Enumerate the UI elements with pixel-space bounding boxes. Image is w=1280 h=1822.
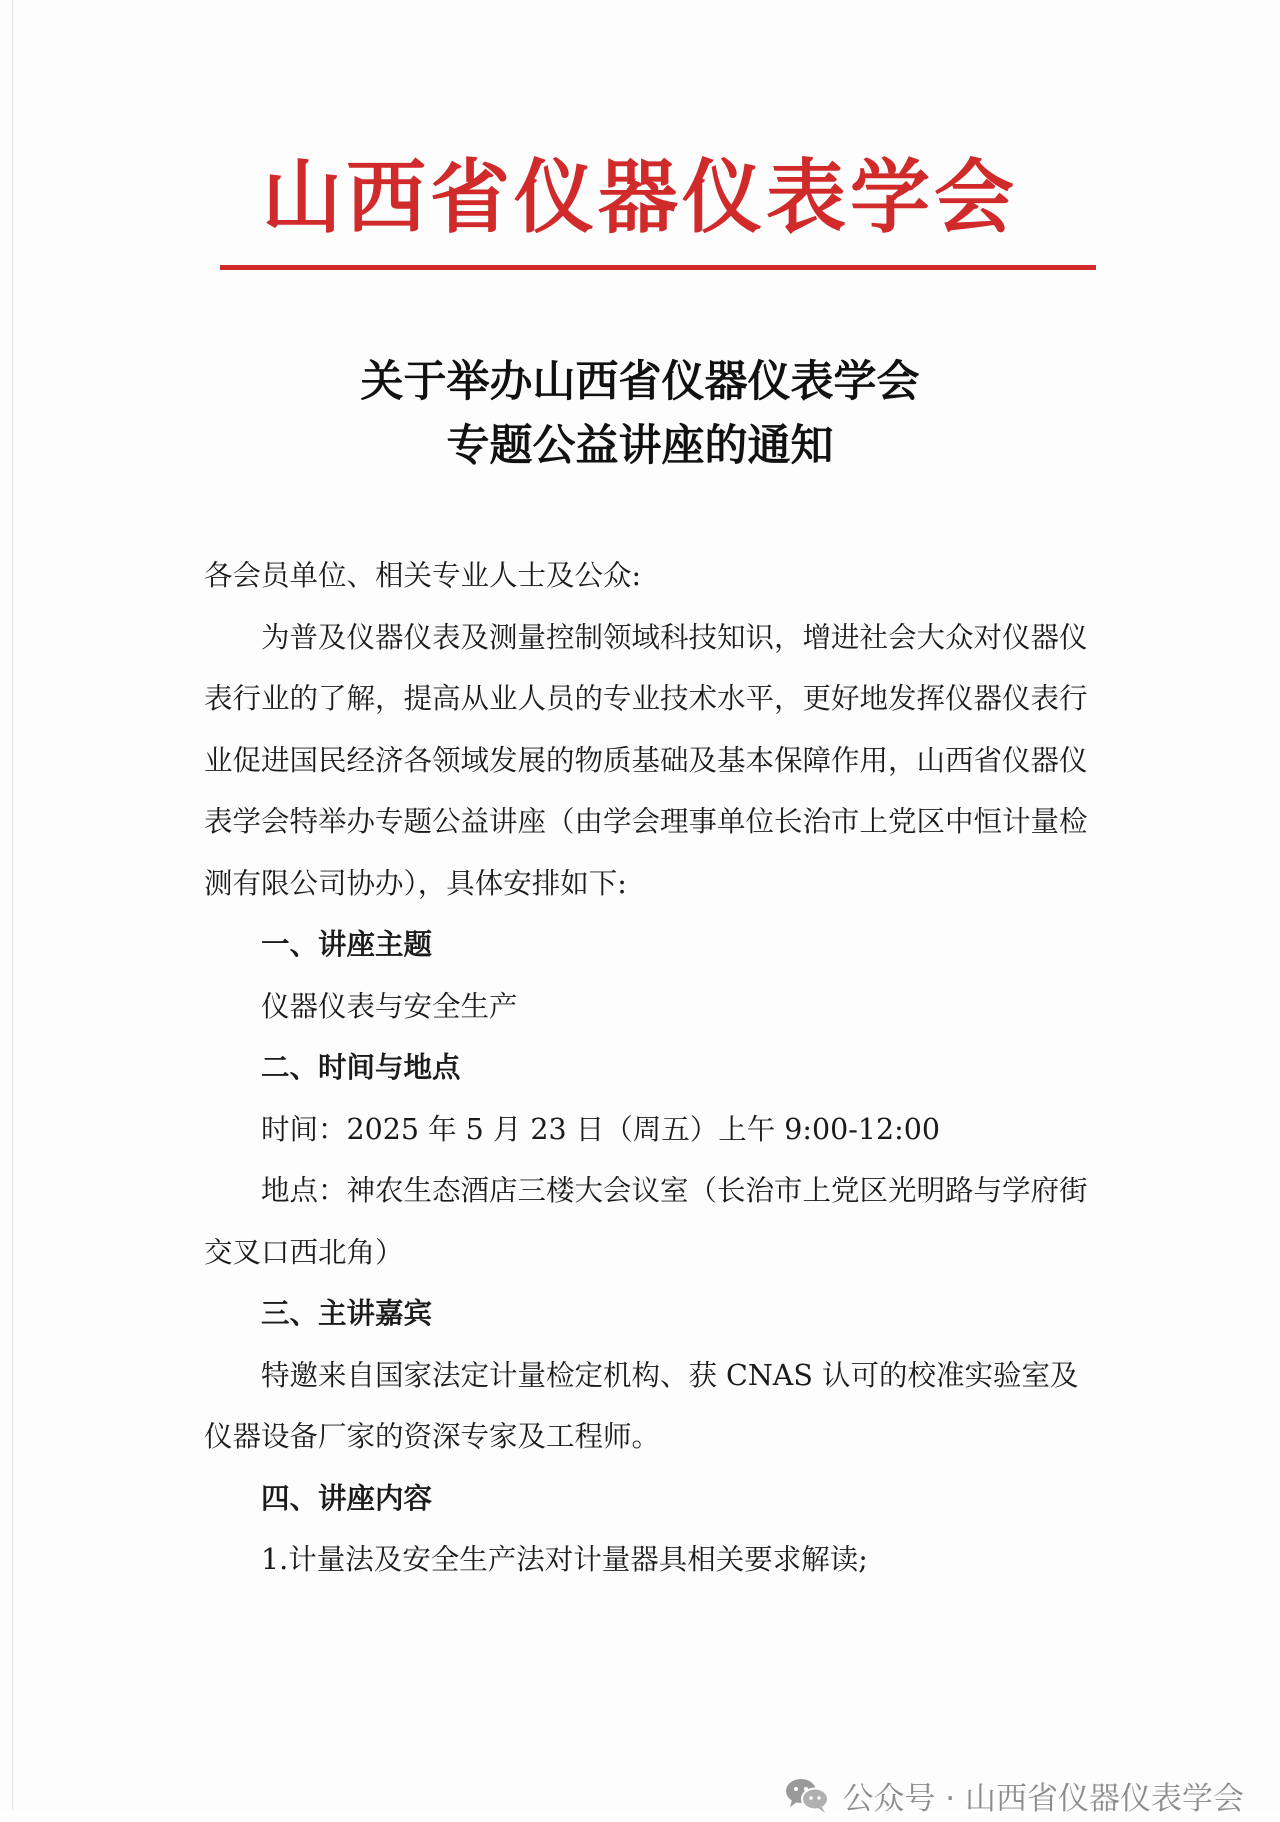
section-3-heading: 三、主讲嘉宾 (261, 1297, 433, 1330)
watermark-text: 公众号 · 山西省仪器仪表学会 (842, 1780, 1244, 1817)
section-2-time: 时间：2025 年 5 月 23 日（周五）上午 9:00-12:00 (261, 1112, 941, 1146)
title-line-2: 专题公益讲座的通知 (446, 421, 834, 471)
org-letterhead: 山西省仪器仪表学会 (262, 151, 1018, 244)
wechat-watermark (784, 1773, 1244, 1817)
letterhead-divider (220, 265, 1096, 270)
salutation: 各会员单位、相关专业人士及公众: (204, 559, 642, 592)
section-1-heading: 一、讲座主题 (261, 928, 433, 961)
section-4-item-1: 1.计量法及安全生产法对计量器具相关要求解读; (261, 1543, 868, 1576)
document-title (0, 350, 1280, 478)
section-4-heading: 四、讲座内容 (261, 1481, 433, 1515)
section-2-heading: 二、时间与地点 (261, 1051, 461, 1084)
intro-paragraph: 为普及仪器仪表及测量控制领域科技知识，增进社会大众对仪器仪表行业的了解，提高从业人员的专业技术水平，更好地发挥仪器仪表行业促进国民经济各领域发展的物质基础及基本保障作用，山西省仪器仪表学会特举办专题公益讲座（由学会理事单位长治市上党区中恒计量检测有限公司协办），具体安排如下: (204, 620, 1088, 900)
document-body (204, 545, 1098, 1591)
section-3-text: 特邀来自国家法定计量检定机构、获 CNAS 认可的校准实验室及仪器设备厂家的资深专家及工程师。 (204, 1358, 1079, 1453)
title-line-1: 关于举办山西省仪器仪表学会 (360, 357, 920, 407)
section-1-text: 仪器仪表与安全生产 (261, 989, 518, 1023)
section-2-place: 地点：神农生态酒店三楼大会议室（长治市上党区光明路与学府街交叉口西北角） (204, 1174, 1088, 1269)
wechat-icon (784, 1776, 830, 1814)
scan-edge (12, 0, 13, 1810)
